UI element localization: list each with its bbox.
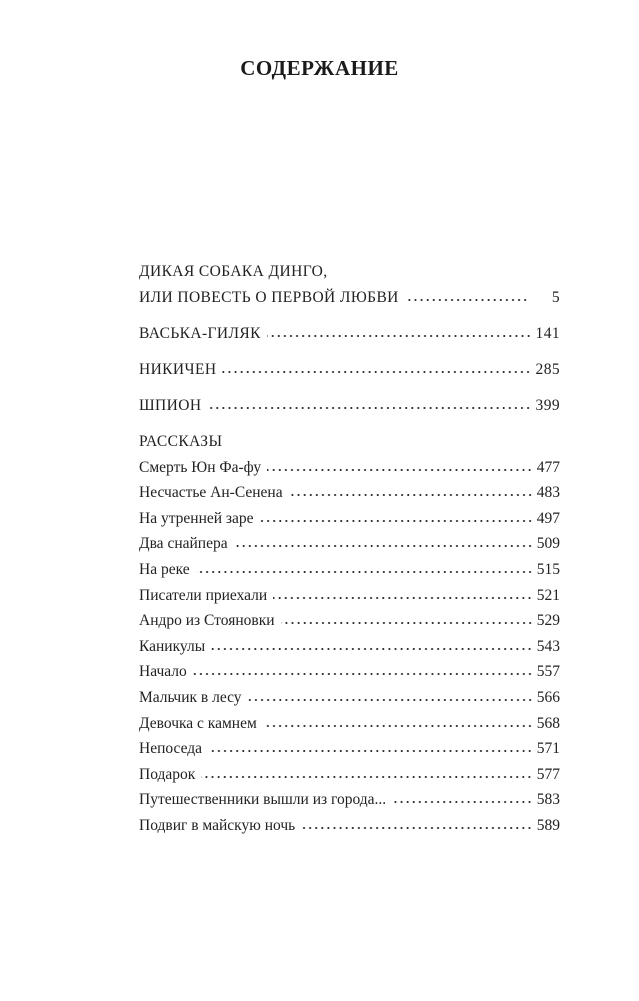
toc-entry-title: Подарок (139, 765, 196, 783)
toc-entry[interactable] (139, 506, 560, 532)
dot-leader (260, 519, 533, 523)
page-title: СОДЕРЖАНИЕ (240, 56, 399, 80)
toc-entry-page: 285 (535, 360, 560, 378)
dot-leader (208, 749, 533, 753)
dot-leader (222, 370, 531, 374)
toc-entry-title: Несчастье Ан-Сенена (139, 484, 283, 502)
dot-leader (267, 334, 532, 338)
dot-leader (267, 468, 533, 472)
toc-entry-page: 571 (536, 740, 560, 758)
dot-leader (207, 406, 531, 410)
dot-leader (201, 775, 532, 779)
toc-entry-title: Путешественники вышли из города... (139, 791, 387, 809)
toc-entry[interactable] (139, 711, 560, 737)
dot-leader (405, 298, 528, 302)
stories-list (139, 455, 560, 839)
toc-entry-page: 543 (536, 637, 560, 655)
toc-entry[interactable] (139, 480, 560, 506)
table-of-contents (139, 259, 560, 838)
toc-entry-title: НИКИЧЕН (139, 360, 217, 378)
main-entries (139, 310, 560, 418)
toc-entry-page: 566 (536, 688, 560, 706)
toc-entry[interactable] (139, 659, 560, 685)
toc-entry-page: 483 (536, 484, 560, 502)
toc-entry[interactable] (139, 455, 560, 481)
toc-entry-first[interactable] (139, 259, 560, 310)
toc-entry-page: 583 (536, 791, 560, 809)
toc-entry[interactable] (139, 813, 560, 839)
toc-entry-title: Писатели приехали (139, 586, 268, 604)
toc-entry-page: 589 (536, 816, 560, 834)
toc-entry-title: ШПИОН (139, 396, 202, 414)
toc-entry[interactable] (139, 634, 560, 660)
dot-leader (263, 724, 533, 728)
toc-entry-title: На утренней заре (139, 509, 254, 527)
toc-entry-page: 529 (536, 612, 560, 630)
toc-entry-title: Два снайпера (139, 535, 228, 553)
toc-entry-title: Андро из Стояновки (139, 612, 275, 630)
toc-entry-page: 521 (536, 586, 560, 604)
toc-entry[interactable] (139, 531, 560, 557)
toc-entry-title: На реке (139, 560, 190, 578)
toc-entry[interactable] (139, 762, 560, 788)
toc-entry-title: ВАСЬКА-ГИЛЯК (139, 324, 261, 342)
toc-entry-title: Девочка с камнем (139, 714, 257, 732)
toc-entry[interactable] (139, 393, 560, 419)
dot-leader (211, 647, 533, 651)
toc-entry-page: 568 (536, 714, 560, 732)
toc-entry-page: 497 (536, 509, 560, 527)
toc-entry-title: Смерть Юн Фа-фу (139, 458, 262, 476)
toc-entry-title: Начало (139, 663, 187, 681)
dot-leader (281, 621, 533, 625)
toc-entry-page: 141 (535, 324, 560, 342)
toc-entry[interactable] (139, 736, 560, 762)
toc-entry-title: Непоседа (139, 740, 203, 758)
dot-leader (193, 672, 533, 676)
dot-leader (301, 826, 533, 830)
dot-leader (248, 698, 533, 702)
toc-entry-title: Каникулы (139, 637, 206, 655)
dot-leader (289, 493, 533, 497)
toc-entry-title: Подвиг в майскую ночь (139, 816, 296, 834)
toc-entry-page: 477 (536, 458, 560, 476)
toc-entry-page: 5 (551, 288, 560, 306)
dot-leader (392, 800, 533, 804)
toc-entry[interactable] (139, 787, 560, 813)
toc-entry[interactable] (139, 608, 560, 634)
toc-entry[interactable] (139, 321, 560, 347)
toc-entry-title-line1: ДИКАЯ СОБАКА ДИНГО, (139, 263, 328, 280)
toc-entry-page: 509 (536, 535, 560, 553)
dot-leader (234, 544, 533, 548)
toc-entry-page: 557 (536, 663, 560, 681)
toc-entry[interactable] (139, 557, 560, 583)
toc-entry-page: 577 (536, 765, 560, 783)
section-title: РАССКАЗЫ (139, 432, 223, 450)
toc-entry[interactable] (139, 357, 560, 383)
toc-entry-page: 515 (536, 560, 560, 578)
toc-entry[interactable] (139, 685, 560, 711)
dot-leader (273, 596, 533, 600)
toc-entry[interactable] (139, 583, 560, 609)
toc-entry-title-line2: ИЛИ ПОВЕСТЬ О ПЕРВОЙ ЛЮБВИ (139, 288, 399, 306)
toc-entry-page: 399 (535, 396, 560, 414)
toc-entry-title: Мальчик в лесу (139, 688, 242, 706)
dot-leader (196, 570, 533, 574)
